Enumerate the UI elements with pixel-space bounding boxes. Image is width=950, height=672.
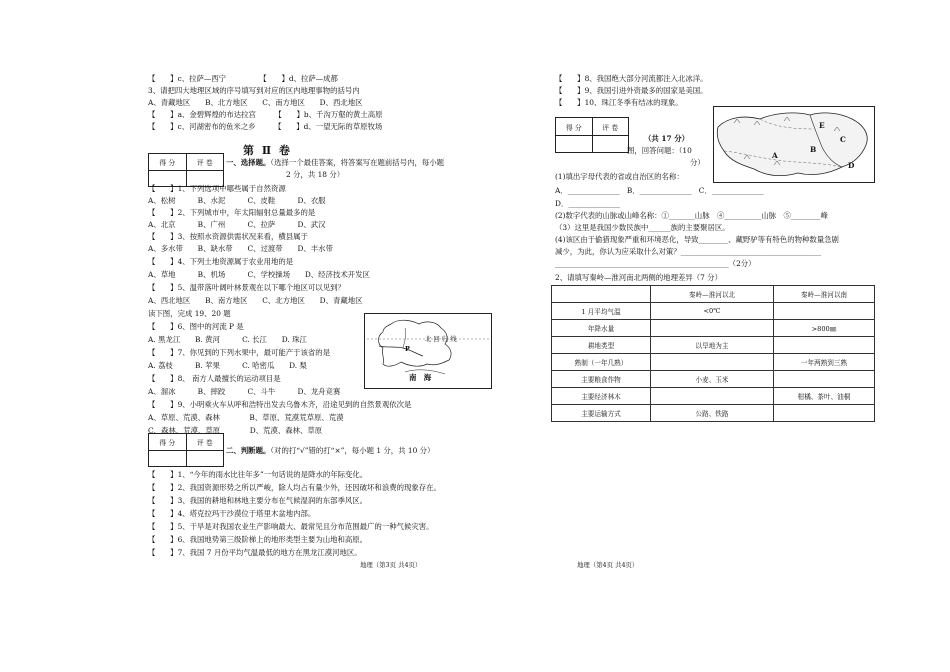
tf-line: 【 】5、干旱是对我国农业生产影响最大、最常见且分布范围最广的一种气候灾害。 bbox=[148, 522, 434, 531]
mc-line: 读下图，完成 19、20 题 bbox=[148, 309, 231, 318]
text-line: 【 】a、金碧辉煌的布达拉宫 【 】b、千沟万壑的黄土高原 bbox=[148, 110, 383, 119]
mc-line: A、松树 B、水泥 C、皮鞋 D、衣服 bbox=[148, 196, 326, 205]
region-map bbox=[713, 106, 875, 183]
map-letter-d: D bbox=[848, 161, 855, 170]
q1-line: 减少，为此，你认为应采取什么对策？______________________________________ bbox=[555, 247, 822, 256]
tf-line: 【 】1、“今年的雨水比往年多”一句话说的是降水的年际变化。 bbox=[148, 470, 368, 479]
mc-line: A. 黑龙江 B. 黄河 C. 长江 D. 珠江 bbox=[148, 335, 307, 344]
mc-header-rest: （选择一个最佳答案，将答案写在题前括号内，每小题 bbox=[270, 158, 445, 167]
tf-header bbox=[226, 446, 434, 456]
map-letter-b: B bbox=[810, 145, 817, 154]
mc-line: A、溜冰 B、摔跤 C、斗牛 D、龙舟竞赛 bbox=[148, 387, 341, 396]
table-cell: 年降水量 bbox=[552, 320, 651, 337]
mc-line: A、草地 B、机场 C、学校操场 D、经济技术开发区 bbox=[148, 270, 370, 279]
answer-cell[interactable] bbox=[651, 388, 774, 405]
table-cell: 主要运输方式 bbox=[552, 405, 651, 422]
q1-line: (1)填出字母代表的省或自治区的名称： bbox=[555, 172, 684, 181]
tf-line: 【 】6、我国地势第三级阶梯上的地形类型主要为山地和高原。 bbox=[148, 535, 368, 544]
river-p-line bbox=[379, 346, 423, 356]
mc-line: 【 】7、你见到的下列水果中，最可能产于该省的是 bbox=[148, 348, 331, 357]
table-row bbox=[552, 320, 875, 337]
text-line: 3、请把四大地理区域的序号填写到对应的区内地理事物的括号内 bbox=[148, 86, 360, 95]
mc-line: A、多水带 B、缺水带 C、过渡带 D、丰水带 bbox=[148, 244, 333, 253]
section-title: 第 Ⅱ 卷 bbox=[243, 144, 292, 157]
table-header: 秦岭—淮河以南 bbox=[774, 286, 875, 303]
table-row bbox=[552, 354, 875, 371]
tf-header-rest: （对的打“√”错的打“×”，每小题 1 分，共 10 分） bbox=[270, 446, 435, 455]
mc-line: 【 】3、按照水资源供需状况来看，横县属于 bbox=[148, 232, 308, 241]
q2-title: 2、请填写秦岭—淮河南北两侧的地理差异（7 分） bbox=[555, 273, 722, 282]
table-header-row bbox=[552, 286, 875, 303]
mc-line: 【 】5、温带落叶阔叶林景观在以下哪个地区可以见到？ bbox=[148, 283, 345, 292]
mc-line: 【 】4、下列土地资源属于农业用地的是 bbox=[148, 257, 294, 266]
mc-header bbox=[226, 158, 444, 168]
map-letter-e: E bbox=[819, 121, 825, 130]
q1-line: A．______________ B．______________ C．______________ bbox=[555, 186, 764, 195]
river-p-label: P bbox=[405, 345, 410, 353]
page-footer: 地理（第3页 共4页） bbox=[360, 561, 422, 569]
q1-line: D．______________ bbox=[555, 199, 621, 208]
score-cell[interactable] bbox=[556, 136, 593, 153]
province-map bbox=[364, 313, 492, 389]
q1-line: （3）这里是我国少数民族中______族的主要聚居区。 bbox=[555, 223, 730, 232]
grader-label: 评 卷 bbox=[602, 123, 619, 132]
answer-cell[interactable] bbox=[651, 320, 774, 337]
mc-line: 【 】9、小明乘火车从呼和浩特出发去乌鲁木齐，沿途见到的自然景观依次是 bbox=[148, 400, 412, 409]
table-cell: 主要粮食作物 bbox=[552, 371, 651, 388]
mc-header-line2: 2 分，共 18 分） bbox=[286, 170, 345, 179]
table-row bbox=[552, 388, 875, 405]
table-cell: >800㎜ bbox=[774, 320, 875, 337]
answer-cell[interactable] bbox=[774, 303, 875, 320]
tropic-label: 北 回 归 线 bbox=[425, 335, 457, 343]
score-box bbox=[148, 433, 224, 467]
q1-line: (2)数字代表的山脉或山峰名称：①_______山脉 ④__________山脉 ⑤________峰 bbox=[555, 211, 828, 220]
table-cell: 柑橘、茶叶、油桐 bbox=[774, 388, 875, 405]
answer-cell[interactable] bbox=[774, 371, 875, 388]
table-cell: 熟制（一年几熟） bbox=[552, 354, 651, 371]
grader-label: 评 卷 bbox=[196, 159, 213, 167]
score-label: 得 分 bbox=[149, 154, 187, 170]
answer-cell[interactable] bbox=[774, 405, 875, 422]
mc-line: A、西北地区 B、南方地区 C、北方地区 D、青藏地区 bbox=[148, 296, 363, 305]
grader-cell[interactable] bbox=[187, 451, 224, 467]
table-cell: 主要经济林木 bbox=[552, 388, 651, 405]
table-cell: 耕地类型 bbox=[552, 337, 651, 354]
tf-line: 【 】10、珠江冬季有结冰的现象。 bbox=[555, 98, 683, 107]
table-cell: 以旱地为主 bbox=[651, 337, 774, 354]
table-cell: 小麦、玉米 bbox=[651, 371, 774, 388]
score-cell[interactable] bbox=[149, 451, 187, 467]
table-cell: 1 月平均气温 bbox=[552, 303, 651, 320]
mc-line: 【 】2、下列城市中，年太阳辐射总量最多的是 bbox=[148, 208, 316, 217]
mc-header-bold: 一、选择题。 bbox=[226, 158, 271, 167]
mc-line: C、森林、荒漠、草原 D、荒漠、森林、草原 bbox=[148, 426, 323, 435]
tf-line: 【 】8、我国绝大部分河流都注入北冰洋。 bbox=[555, 74, 708, 83]
q1-points: （共 17 分） bbox=[644, 134, 689, 143]
comparison-table bbox=[551, 285, 875, 422]
tf-line: 【 】2、我国资源形势之所以严峻，除人均占有量少外，还因破坏和浪费的现象存在。 bbox=[148, 483, 441, 492]
tf-line: 【 】3、我国的耕地和林地主要分布在气候湿润的东部季风区。 bbox=[148, 496, 368, 505]
table-row bbox=[552, 405, 875, 422]
table-row bbox=[552, 337, 875, 354]
table-header bbox=[552, 286, 651, 303]
text-line: 【 】c、河湖密布的鱼米之乡 【 】d、一望无际的草原牧场 bbox=[148, 122, 383, 131]
sea-label: 南 海 bbox=[409, 373, 432, 382]
table-row bbox=[552, 371, 875, 388]
q1-line: (4)该区由于偷猎现象严重和环境恶化，导致________、藏野驴等有特色的物种数量急剧 bbox=[555, 235, 839, 244]
tf-line: 【 】7、我国 7 月份平均气温最低的地方在黑龙江漠河地区。 bbox=[148, 548, 362, 557]
map-letter-c: C bbox=[840, 135, 846, 144]
mc-line: A、草原、荒漠、森林 B、草原、荒漠荒草原、荒漠 bbox=[148, 413, 344, 422]
mc-line: 【 】6、图中的河流 P 是 bbox=[148, 322, 244, 331]
tf-line: 【 】4、塔克拉玛干沙漠位于塔里木盆地内部。 bbox=[148, 509, 316, 518]
q1-text: 图，回答问题：（10 bbox=[627, 146, 692, 155]
score-label: 得 分 bbox=[149, 434, 187, 450]
mc-line: A. 荔枝 B. 苹果 C. 哈密瓜 D. 梨 bbox=[148, 361, 307, 370]
page-footer: 地理（第4页 共4页） bbox=[577, 561, 639, 569]
score-box bbox=[555, 117, 629, 153]
table-row bbox=[552, 303, 875, 320]
tf-header-bold: 二、判断题。 bbox=[226, 446, 271, 455]
text-line: 【 】c、拉萨—西宁 【 】d、拉萨—成都 bbox=[148, 74, 338, 83]
answer-cell[interactable] bbox=[774, 337, 875, 354]
score-box bbox=[148, 153, 224, 187]
text-line: A、青藏地区 B、北方地区 C、南方地区 D、西北地区 bbox=[148, 98, 363, 107]
answer-cell[interactable] bbox=[651, 354, 774, 371]
grader-cell[interactable] bbox=[593, 136, 629, 153]
map-letter-a: A bbox=[772, 151, 778, 160]
mc-line: 【 】1、下列选项中哪些属于自然资源 bbox=[148, 184, 286, 193]
table-cell: 公路、铁路 bbox=[651, 405, 774, 422]
grader-label: 评 卷 bbox=[196, 439, 213, 447]
q1-line: _______________________________________________（2分） bbox=[555, 259, 756, 268]
table-cell: <0℃ bbox=[651, 303, 774, 320]
tf-line: 【 】9、我国引进外资最多的国家是美国。 bbox=[555, 86, 708, 95]
mc-line: A、北京 B、广州 C、拉萨 D、武汉 bbox=[148, 220, 326, 229]
mc-line: 【 】8、 南方人最擅长的运动项目是 bbox=[148, 374, 281, 383]
table-cell: 一年两熟到三熟 bbox=[774, 354, 875, 371]
table-header: 秦岭—淮河以北 bbox=[651, 286, 774, 303]
score-label: 得 分 bbox=[556, 118, 593, 135]
q1-text2: 分） bbox=[690, 158, 705, 167]
